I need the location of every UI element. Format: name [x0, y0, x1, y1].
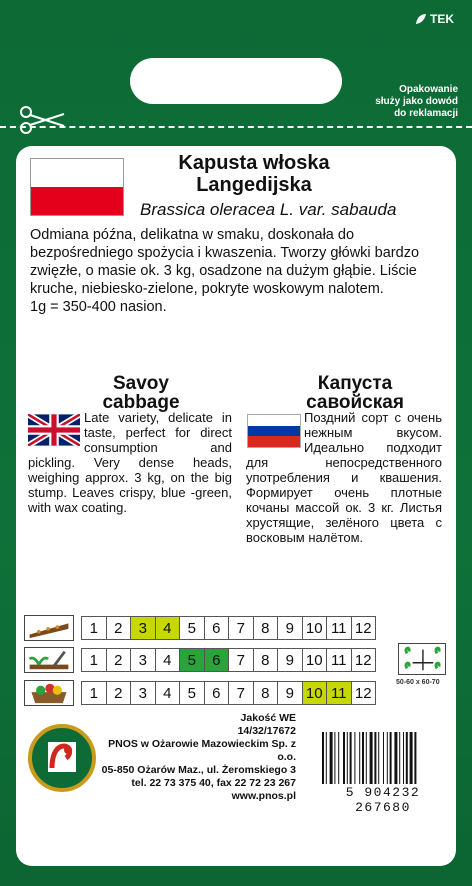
complaint-note — [375, 84, 458, 120]
polish-description — [30, 226, 448, 316]
logo-emblem-icon — [44, 738, 80, 776]
company-website: www.pnos.pl — [231, 790, 296, 802]
planting-calendar-row — [82, 648, 376, 672]
month-cell: 10 — [302, 616, 328, 640]
note-line: Opakowanie — [399, 84, 458, 95]
quality-label: Jakość WE — [240, 712, 296, 724]
month-cell: 11 — [326, 681, 352, 705]
company-phone: tel. 22 73 375 40, fax 22 72 23 267 — [131, 777, 296, 789]
month-cell: 11 — [326, 648, 352, 672]
title-line: Langedijska — [196, 174, 312, 196]
month-cell: 5 — [179, 648, 205, 672]
month-cell: 1 — [81, 681, 107, 705]
month-cell: 10 — [302, 648, 328, 672]
poland-flag-icon — [30, 158, 124, 216]
heading-line: cabbage — [102, 392, 180, 413]
producer-info — [100, 712, 296, 803]
english-description — [28, 410, 232, 515]
month-cell: 9 — [277, 681, 303, 705]
month-cell: 10 — [302, 681, 328, 705]
company-logo — [28, 724, 96, 792]
month-cell: 8 — [253, 681, 279, 705]
month-cell: 2 — [106, 648, 132, 672]
month-cell: 6 — [204, 648, 230, 672]
harvest-calendar-row — [82, 681, 376, 705]
month-cell: 7 — [228, 616, 254, 640]
plant-spacing-icon — [398, 643, 446, 675]
month-cell: 3 — [130, 681, 156, 705]
month-cell: 8 — [253, 648, 279, 672]
russian-description — [246, 410, 442, 545]
plant-spacing-label: 50-60 x 60-70 — [396, 679, 440, 686]
heading-line: Капуста — [317, 373, 393, 394]
note-line: służy jako dowód — [375, 96, 458, 107]
month-cell: 7 — [228, 681, 254, 705]
company-name: PNOS w Ożarowie Mazowieckim Sp. z o.o. — [108, 738, 296, 763]
month-cell: 8 — [253, 616, 279, 640]
note-line: do reklamacji — [394, 108, 458, 119]
seeds-per-gram: 1g = 350-400 nasion. — [30, 299, 167, 315]
brand-mark — [415, 12, 454, 26]
latin-name: Brassica oleracea L. var. sabauda — [140, 200, 397, 219]
scissors-icon — [18, 104, 68, 136]
barcode-icon — [318, 730, 446, 792]
month-cell: 1 — [81, 616, 107, 640]
month-cell: 3 — [130, 616, 156, 640]
english-heading — [86, 374, 196, 412]
month-cell: 12 — [351, 648, 377, 672]
month-cell: 3 — [130, 648, 156, 672]
cut-line — [0, 126, 472, 128]
harvest-icon — [24, 680, 74, 706]
sowing-calendar-row — [82, 616, 376, 640]
english-text: Late variety, delicate in taste, perfect for direct consumption and pickling. Very dense heads, weighing approx. 3 kg, on the big stump. Leaves crispy, blue -green, with wax coating. — [28, 410, 232, 515]
month-cell: 6 — [204, 616, 230, 640]
month-cell: 4 — [155, 648, 181, 672]
month-cell: 9 — [277, 648, 303, 672]
month-cell: 5 — [179, 616, 205, 640]
heading-line: савойская — [306, 392, 404, 413]
company-address: 05-850 Ożarów Maz., ul. Żeromskiego 3 — [101, 764, 296, 776]
barcode-number: 5 904232 267680 — [316, 785, 450, 815]
month-cell: 4 — [155, 616, 181, 640]
month-cell: 9 — [277, 616, 303, 640]
month-cell: 11 — [326, 616, 352, 640]
month-cell: 7 — [228, 648, 254, 672]
hanging-hole — [130, 58, 342, 104]
russian-heading — [270, 374, 440, 412]
leaf-icon — [415, 13, 427, 25]
sowing-icon — [24, 615, 74, 641]
month-cell: 6 — [204, 681, 230, 705]
product-title — [140, 152, 368, 196]
month-cell: 2 — [106, 616, 132, 640]
planting-icon — [24, 647, 74, 673]
pl-description-text: Odmiana późna, delikatna w smaku, doskonała do bezpośredniego spożycia i kwaszenia. Tworzy główki bardzo zwięzłe, o masie ok. 3 kg, osadzone na dużym głąbie. Liście kruche, niebiesko-zielone, pokryte woskowym nalotem. — [30, 227, 420, 297]
lot-code: 14/32/17672 — [237, 725, 296, 737]
month-cell: 4 — [155, 681, 181, 705]
title-line: Kapusta włoska — [178, 152, 330, 174]
russian-text: Поздний сорт с очень нежным вкусом. Идеально подходит для непосредственного употребления и квашения. Формирует очень плотные кочаны массой ок. 3 кг. Листья хрустящие, зелёного цвета с восковым налётом. — [246, 410, 442, 545]
month-cell: 12 — [351, 681, 377, 705]
month-cell: 5 — [179, 681, 205, 705]
month-cell: 12 — [351, 616, 377, 640]
heading-line: Savoy — [113, 373, 169, 394]
month-cell: 2 — [106, 681, 132, 705]
brand-text: TEK — [430, 12, 454, 26]
month-cell: 1 — [81, 648, 107, 672]
